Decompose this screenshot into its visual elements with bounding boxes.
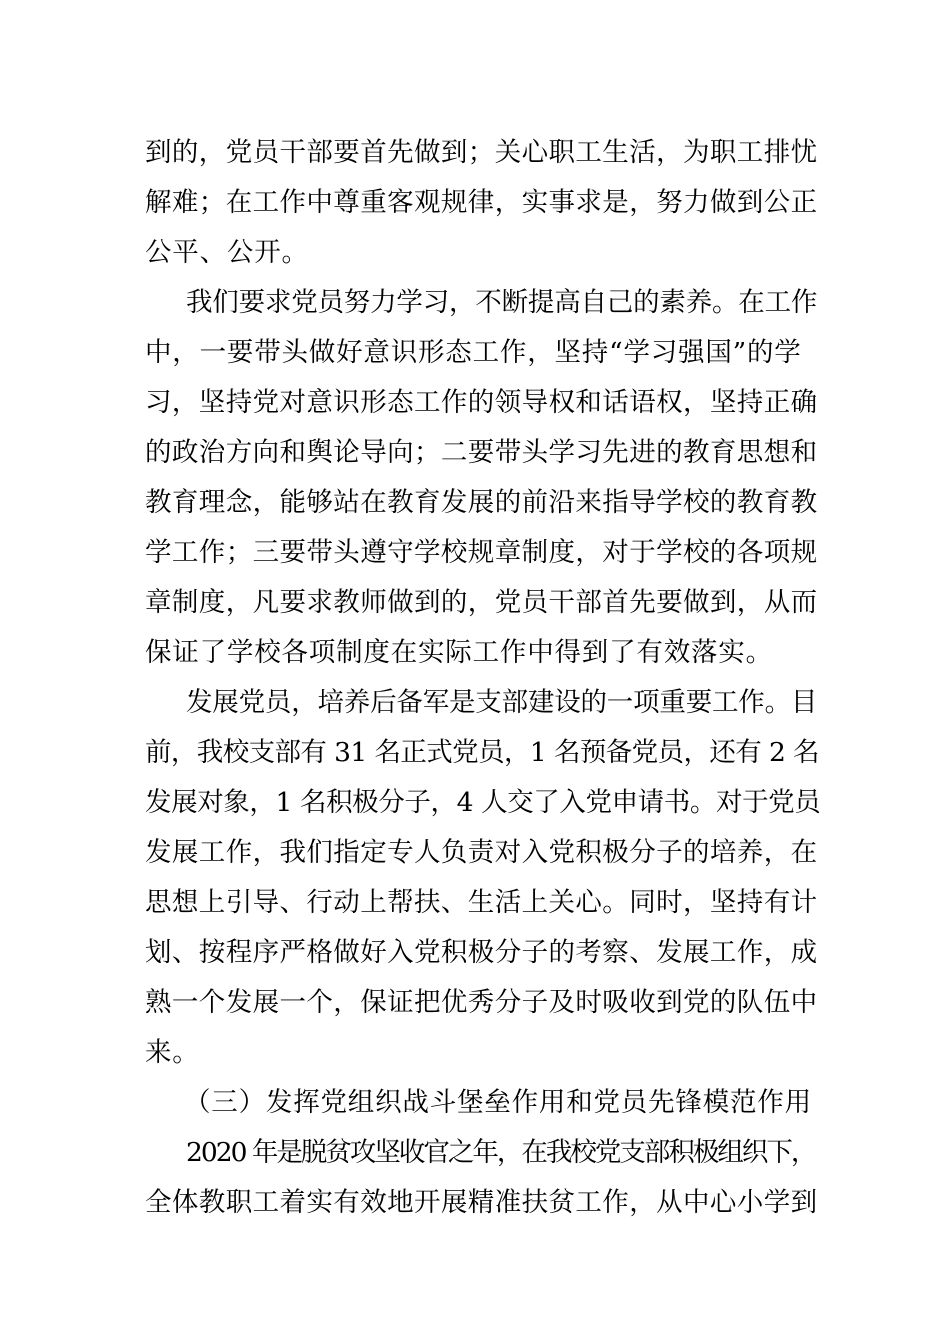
text-line: 我们要求党员努力学习，不断提高自己的素养。在工作 <box>186 287 818 318</box>
text-line: 学工作；三要带头遵守学校规章制度，对于学校的各项规 <box>145 537 818 568</box>
text-line: 习，坚持党对意识形态工作的领导权和话语权，坚持正确 <box>145 387 818 418</box>
text-line: 教育理念，能够站在教育发展的前沿来指导学校的教育教 <box>145 487 818 518</box>
text-line: 来。 <box>145 1037 200 1068</box>
text-line: 前，我校支部有 31 名正式党员，1 名预备党员，还有 2 名 <box>145 737 819 768</box>
section-heading: （三）发挥党组织战斗堡垒作用和党员先锋模范作用 <box>184 1087 812 1118</box>
text-line: 发展对象，1 名积极分子，4 人交了入党申请书。对于党员 <box>145 787 821 818</box>
text-line: 的政治方向和舆论导向；二要带头学习先进的教育思想和 <box>145 437 818 468</box>
text-line: 发展党员，培养后备军是支部建设的一项重要工作。目 <box>186 687 818 718</box>
text-line: 到的，党员干部要首先做到；关心职工生活，为职工排忧 <box>145 137 818 168</box>
text-line: 划、按程序严格做好入党积极分子的考察、发展工作，成 <box>145 937 818 968</box>
text-line: 思想上引导、行动上帮扶、生活上关心。同时，坚持有计 <box>145 887 818 918</box>
text-line: 发展工作，我们指定专人负责对入党积极分子的培养，在 <box>145 837 818 868</box>
text-line: 保证了学校各项制度在实际工作中得到了有效落实。 <box>145 637 773 668</box>
text-line: 熟一个发展一个，保证把优秀分子及时吸收到党的队伍中 <box>145 987 818 1018</box>
text-line: 公平、公开。 <box>145 237 309 268</box>
text-line: 中，一要带头做好意识形态工作，坚持“学习强国”的学 <box>145 337 802 368</box>
text-line: 解难；在工作中尊重客观规律，实事求是，努力做到公正 <box>145 187 818 218</box>
text-line: 全体教职工着实有效地开展精准扶贫工作，从中心小学到 <box>145 1187 818 1218</box>
text-line: 章制度，凡要求教师做到的，党员干部首先要做到，从而 <box>145 587 818 618</box>
text-line: 2020 年是脱贫攻坚收官之年，在我校党支部积极组织下， <box>186 1137 816 1168</box>
